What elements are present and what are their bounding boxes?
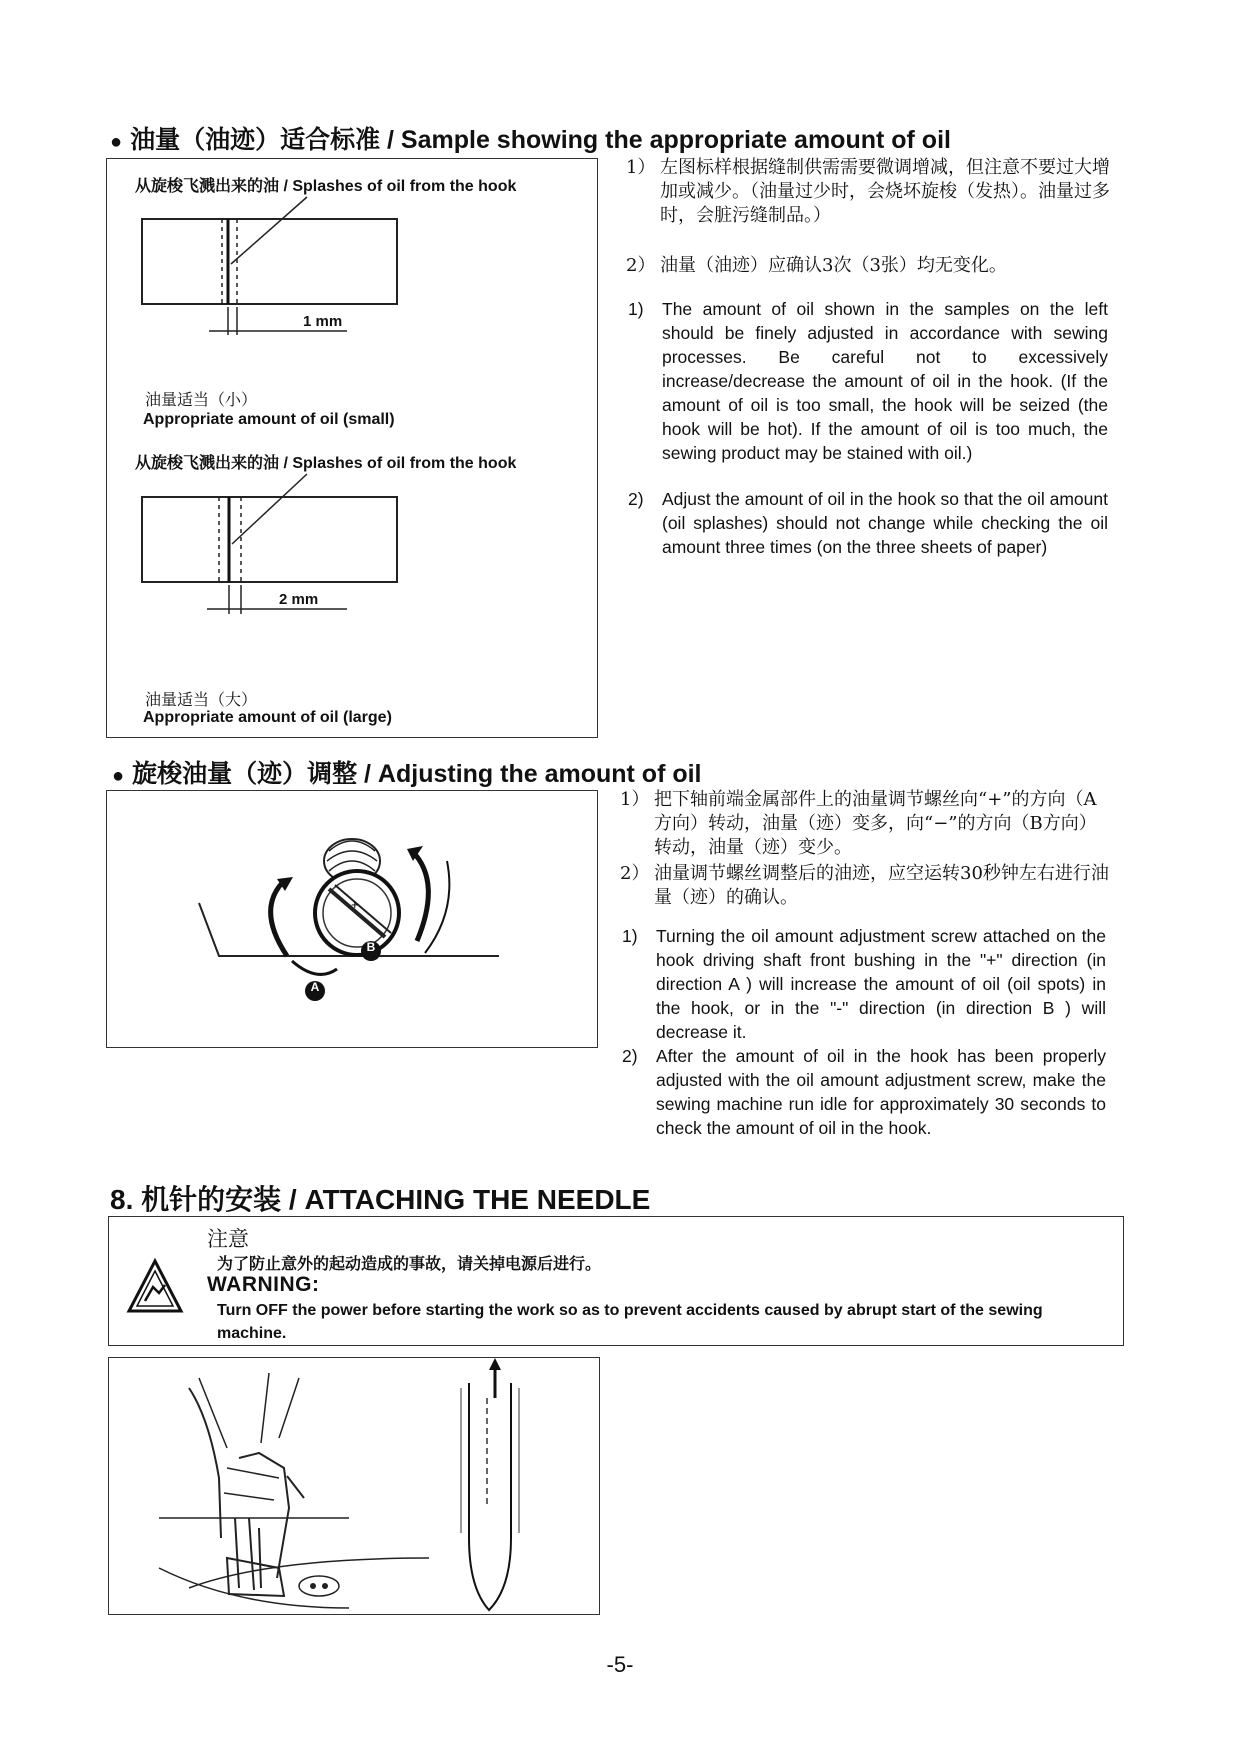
sample-zh-item-1: 1） 左图标样根据缝制供需需要微调增减，但注意不要过大增加或减少。（油量过少时，会烧坏旋梭（发热）。油量过多时，会脏污缝制品。） [626, 157, 1110, 226]
warning-zh-text: 为了防止意外的起动造成的事故，请关掉电源后进行。 [217, 1256, 602, 1273]
svg-text:+: + [351, 897, 359, 912]
small-label-en: Appropriate amount of oil (small) [143, 411, 395, 428]
bullet-icon: ● [110, 131, 123, 153]
large-label-zh: 油量适当（大） [145, 692, 258, 709]
adjust-en-item-1: 1) Turning the oil amount adjustment screw attached on the hook driving shaft front bushing in the "+" direction (in direction A ) will increase the amount of oil (oil spots) in the hook, or in the "-" direction (in direction B ) will decrease it. [622, 926, 1106, 1042]
sample-zh-item-2: 2） 油量（油迹）应确认3次（3张）均无变化。 [626, 255, 1007, 276]
sample-en-item-2: 2) Adjust the amount of oil in the hook so that the oil amount (oil splashes) should not change while checking the oil amount three times (on the three sheets of paper) [628, 489, 1108, 557]
adjust-en-item-2: 2) After the amount of oil in the hook has been properly adjusted with the oil amount adjustment screw, make the sewing machine run idle for approximately 30 seconds to check the amount of oil in the hook. [622, 1046, 1106, 1138]
adjust-heading: ● 旋梭油量（迹）调整 / Adjusting the amount of oil [112, 760, 702, 788]
marker-b-label: B [366, 940, 376, 954]
oil-sample-figure-box [106, 158, 598, 738]
warning-triangle-icon [125, 1257, 185, 1317]
small-label-zh: 油量适当（小） [145, 392, 258, 409]
needle-figure-box [108, 1357, 600, 1615]
sample-en-item-1: 1) The amount of oil shown in the samples on the left should be finely adjusted in accordance with sewing processes. Be careful not to excessively increase/decrease the amount of oil in the hook. (If the amount of oil is too small, the hook will be seized (the hook will be hot). If the amount of oil is too much, the sewing product may be stained with oil.) [628, 299, 1108, 463]
splash-caption-1: 从旋梭飞溅出来的油 / Splashes of oil from the hook [135, 178, 517, 195]
oil-sample-diagram [107, 159, 599, 739]
measure-2mm: 2 mm [279, 591, 319, 608]
marker-a-label: A [310, 980, 320, 994]
warning-zh-title: 注意 [207, 1228, 249, 1251]
oil-adjust-figure-box [106, 790, 598, 1048]
page-number: -5- [606, 1652, 634, 1677]
splash-caption-2: 从旋梭飞溅出来的油 / Splashes of oil from the hook [135, 455, 517, 472]
large-label-en: Appropriate amount of oil (large) [143, 709, 392, 726]
bullet-icon: ● [112, 765, 125, 787]
needle-section-title: 8. 机针的安装 / ATTACHING THE NEEDLE [110, 1184, 651, 1215]
warning-en-title: WARNING: [207, 1273, 320, 1296]
sample-heading: ● 油量（油迹）适合标准 / Sample showing the appropriate amount of oil [110, 126, 951, 154]
oil-adjust-screw-illustration [107, 791, 599, 1049]
adjust-zh-item-1: 1） 把下轴前端金属部件上的油量调节螺丝向“+”的方向（A方向）转动，油量（迹）变多，向“−”的方向（B方向）转动，油量（迹）变少。 [620, 789, 1097, 858]
needle-attach-illustration [109, 1358, 601, 1616]
warning-en-text: Turn OFF the power before starting the work so as to prevent accidents caused by abrupt start of the sewing machine. [217, 1302, 1043, 1342]
warning-box [108, 1216, 1124, 1346]
measure-1mm: 1 mm [303, 313, 343, 330]
adjust-zh-item-2: 2） 油量调节螺丝调整后的油迹，应空运转30秒钟左右进行油量（迹）的确认。 [620, 863, 1109, 908]
